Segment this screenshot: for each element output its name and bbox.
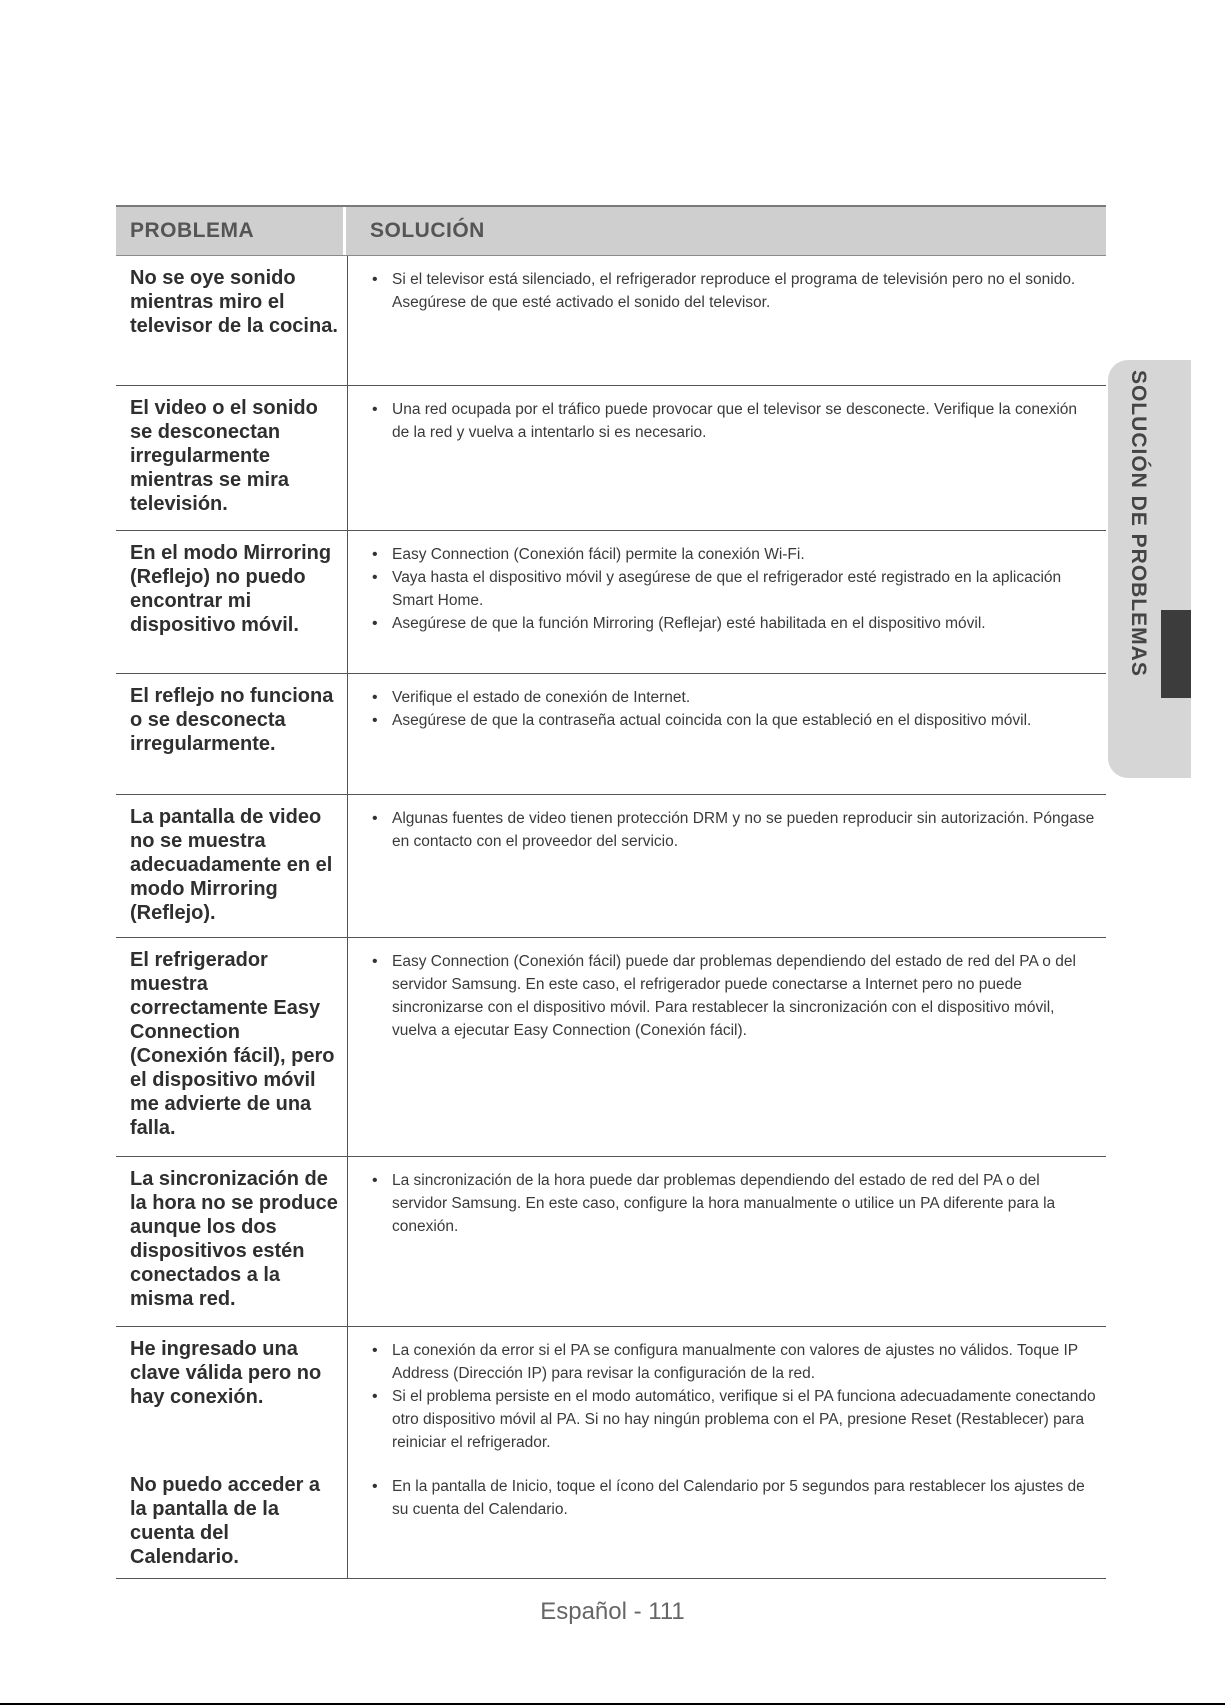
- solution-item: • Si el problema persiste en el modo automático, verifique si el PA funciona adecuadamente conectando otro dispositivo móvil al PA. Si no hay ningún problema con el PA, presione Reset (Restablecer) para reiniciar el refrigerador.: [370, 1385, 1096, 1454]
- table-row: [116, 256, 1106, 386]
- solution-cell: [348, 938, 1106, 1156]
- section-side-tab: [1108, 360, 1191, 778]
- problem-cell: El refrigerador muestra correctamente Easy Connection (Conexión fácil), pero el dispositivo móvil me advierte de una falla.: [116, 938, 348, 1156]
- solution-item: • Si el televisor está silenciado, el refrigerador reproduce el programa de televisión pero no el sonido. Asegúrese de que esté activado el sonido del televisor.: [370, 268, 1096, 314]
- bottom-divider: [0, 1703, 1225, 1705]
- solution-item: • Easy Connection (Conexión fácil) puede dar problemas dependiendo del estado de red del PA o del servidor Samsung. En este caso, el refrigerador puede conectarse a Internet pero no puede sincronizarse con el dispositivo móvil. Para restablecer la sincronización con el dispositivo móvil, vuelva a ejecutar Easy Connection (Conexión fácil).: [370, 950, 1096, 1042]
- problem-cell: La sincronización de la hora no se produce aunque los dos dispositivos estén conectados a la misma red.: [116, 1157, 348, 1326]
- solution-cell: [348, 795, 1106, 937]
- solution-cell: [348, 531, 1106, 673]
- solution-item: • En la pantalla de Inicio, toque el ícono del Calendario por 5 segundos para restablecer los ajustes de su cuenta del Calendario.: [370, 1475, 1096, 1521]
- table-row: [116, 531, 1106, 674]
- header-solution: SOLUCIÓN: [370, 219, 485, 242]
- section-tab-marker: [1161, 610, 1191, 698]
- problem-cell: La pantalla de video no se muestra adecuadamente en el modo Mirroring (Reflejo).: [116, 795, 348, 937]
- page-number: Español - 111: [540, 1598, 685, 1625]
- table-row: [116, 1463, 1106, 1579]
- solution-cell: [348, 386, 1106, 530]
- problem-cell: No puedo acceder a la pantalla de la cuenta del Calendario.: [116, 1463, 348, 1578]
- solution-cell: [348, 1463, 1106, 1578]
- problem-cell: No se oye sonido mientras miro el televisor de la cocina.: [116, 256, 348, 385]
- table-row: [116, 674, 1106, 795]
- table-row: [116, 795, 1106, 938]
- solution-item: • Asegúrese de que la contraseña actual coincida con la que estableció en el dispositivo móvil.: [370, 709, 1096, 732]
- solution-item: • Asegúrese de que la función Mirroring (Reflejar) esté habilitada en el dispositivo móvil.: [370, 612, 1096, 635]
- table-row: [116, 938, 1106, 1157]
- solution-item: • Una red ocupada por el tráfico puede provocar que el televisor se desconecte. Verifique la conexión de la red y vuelva a intentarlo si es necesario.: [370, 398, 1096, 444]
- solution-item: • Easy Connection (Conexión fácil) permite la conexión Wi-Fi.: [370, 543, 1096, 566]
- table-row: [116, 1157, 1106, 1327]
- solution-item: • Vaya hasta el dispositivo móvil y asegúrese de que el refrigerador esté registrado en la aplicación Smart Home.: [370, 566, 1096, 612]
- solution-item: • La sincronización de la hora puede dar problemas dependiendo del estado de red del PA o del servidor Samsung. En este caso, configure la hora manualmente o utilice un PA diferente para la conexión.: [370, 1169, 1096, 1238]
- solution-item: • Algunas fuentes de video tienen protección DRM y no se pueden reproducir sin autorización. Póngase en contacto con el proveedor del servicio.: [370, 807, 1096, 853]
- solution-cell: [348, 1157, 1106, 1326]
- solution-cell: [348, 674, 1106, 794]
- troubleshooting-table: [116, 205, 1106, 1579]
- table-row: [116, 1327, 1106, 1463]
- header-problem: PROBLEMA: [116, 207, 346, 255]
- solution-cell: [348, 1327, 1106, 1463]
- solution-item: • Verifique el estado de conexión de Internet.: [370, 686, 1096, 709]
- solution-cell: [348, 256, 1106, 385]
- section-tab-label: SOLUCIÓN DE PROBLEMAS: [1127, 370, 1150, 677]
- table-row: [116, 386, 1106, 531]
- problem-cell: He ingresado una clave válida pero no hay conexión.: [116, 1327, 348, 1463]
- problem-cell: El video o el sonido se desconectan irregularmente mientras se mira televisión.: [116, 386, 348, 530]
- problem-cell: El reflejo no funciona o se desconecta irregularmente.: [116, 674, 348, 794]
- table-header: [116, 205, 1106, 256]
- problem-cell: En el modo Mirroring (Reflejo) no puedo encontrar mi dispositivo móvil.: [116, 531, 348, 673]
- solution-item: • La conexión da error si el PA se configura manualmente con valores de ajustes no válidos. Toque IP Address (Dirección IP) para revisar la configuración de la red.: [370, 1339, 1096, 1385]
